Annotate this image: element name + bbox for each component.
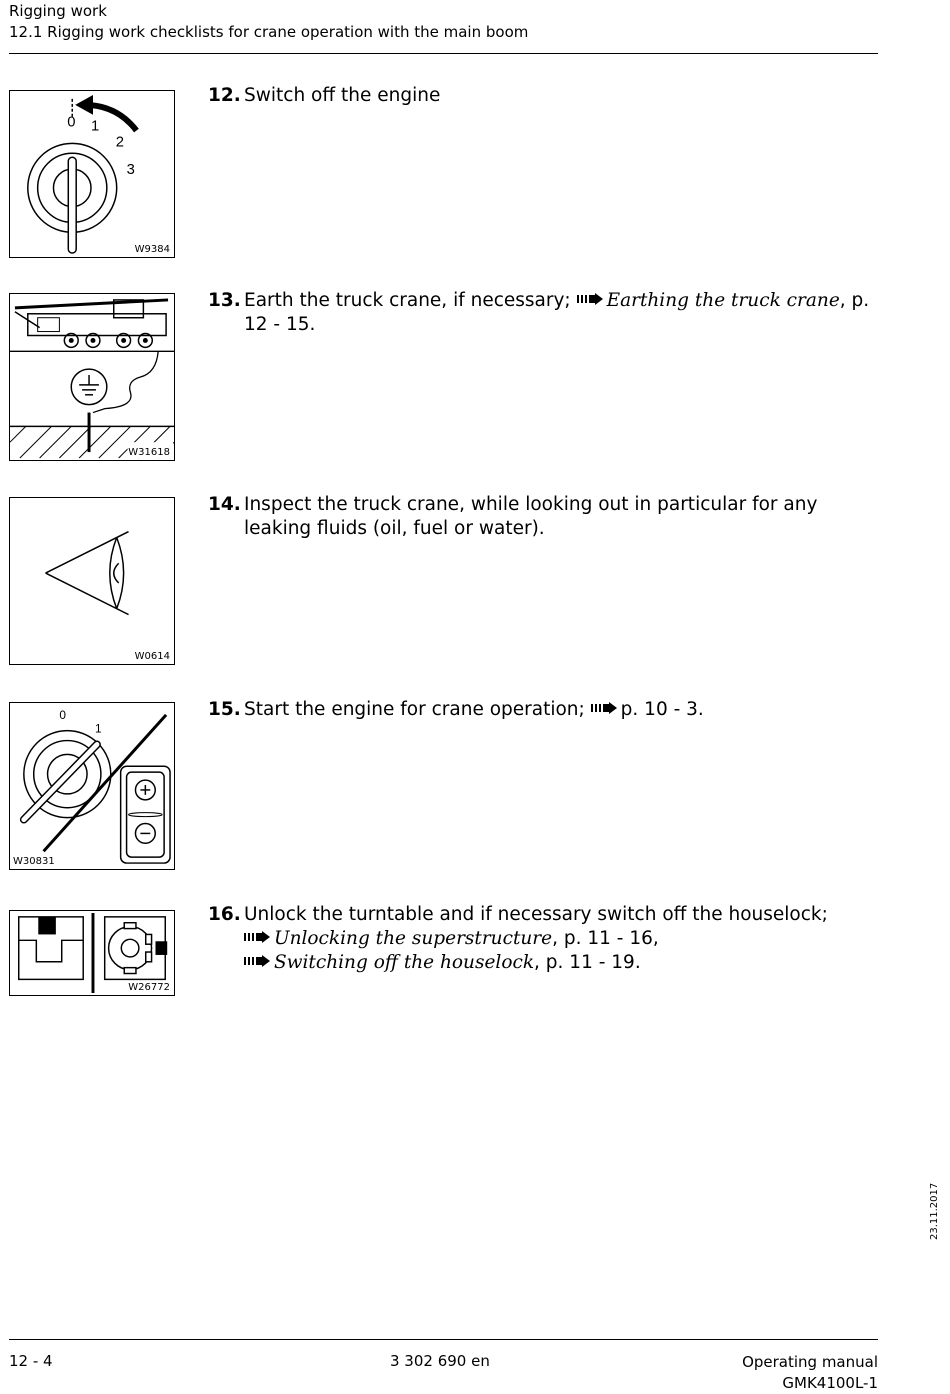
reference-arrow-icon bbox=[244, 955, 270, 967]
dial-label-0: 0 bbox=[59, 707, 66, 722]
step-text: Earth the truck crane, if necessary; bbox=[244, 290, 571, 311]
figure-engine-start bbox=[9, 702, 175, 870]
step-number: 12. bbox=[208, 85, 241, 106]
dial-label-2: 2 bbox=[115, 134, 124, 151]
step-12 bbox=[208, 84, 878, 108]
step-13 bbox=[208, 289, 878, 337]
step-text: Switch off the engine bbox=[244, 85, 441, 106]
step-number: 15. bbox=[208, 699, 241, 720]
footer-rule bbox=[9, 1339, 878, 1340]
figure-code: W26772 bbox=[128, 982, 170, 993]
side-date: 23.11.2017 bbox=[929, 1182, 940, 1240]
step-text: Unlock the turntable and if necessary switch off the houselock; bbox=[244, 904, 828, 925]
link-unlocking-superstructure[interactable]: Unlocking the superstructure bbox=[274, 928, 553, 949]
figure-code: W31618 bbox=[128, 447, 170, 458]
ref-page: , p. 12 - 15. bbox=[244, 290, 870, 335]
step-14 bbox=[208, 493, 878, 541]
figure-code: W9384 bbox=[134, 244, 170, 255]
eye-inspection-icon bbox=[10, 498, 174, 664]
step-ref-2 bbox=[244, 951, 878, 975]
page-number: 12 - 4 bbox=[9, 1352, 53, 1370]
ref-page: , p. 11 - 19. bbox=[534, 952, 641, 973]
crane-earthing-icon bbox=[10, 294, 174, 460]
dial-label-3: 3 bbox=[126, 162, 135, 178]
link-earthing-truck-crane[interactable]: Earthing the truck crane bbox=[606, 290, 840, 311]
chapter-title: Rigging work bbox=[9, 2, 107, 20]
dial-label-1: 1 bbox=[91, 118, 100, 135]
step-ref-1 bbox=[244, 927, 878, 951]
figure-inspect bbox=[9, 497, 175, 665]
reference-arrow-icon bbox=[244, 931, 270, 943]
link-switching-off-houselock[interactable]: Switching off the houselock bbox=[274, 952, 535, 973]
model-name: GMK4100L-1 bbox=[782, 1374, 878, 1392]
ref-page: , p. 11 - 16, bbox=[552, 928, 659, 949]
ignition-switch-off-icon bbox=[10, 91, 174, 257]
dial-label-0: 0 bbox=[67, 114, 76, 131]
figure-turntable-lock bbox=[9, 910, 175, 996]
reference-arrow-icon bbox=[577, 293, 603, 305]
figure-earthing bbox=[9, 293, 175, 461]
step-number: 16. bbox=[208, 904, 241, 925]
step-number: 14. bbox=[208, 494, 241, 515]
step-16 bbox=[208, 903, 878, 975]
ignition-start-icon bbox=[10, 703, 174, 869]
section-title: 12.1 Rigging work checklists for crane operation with the main boom bbox=[9, 23, 529, 41]
reference-arrow-icon bbox=[591, 702, 617, 714]
manual-title: Operating manual bbox=[742, 1353, 878, 1371]
figure-code: W0614 bbox=[134, 651, 170, 662]
doc-number: 3 302 690 en bbox=[390, 1352, 490, 1370]
dial-label-1: 1 bbox=[94, 721, 102, 736]
footer-manual bbox=[742, 1352, 878, 1394]
step-number: 13. bbox=[208, 290, 241, 311]
link-page-10-3[interactable]: p. 10 - 3. bbox=[620, 699, 704, 720]
header-rule bbox=[9, 53, 878, 54]
step-text: Start the engine for crane operation; bbox=[244, 699, 585, 720]
step-15 bbox=[208, 698, 878, 722]
figure-ignition-off bbox=[9, 90, 175, 258]
figure-code: W30831 bbox=[13, 856, 55, 867]
step-text: Inspect the truck crane, while looking out in particular for any leaking fluids (oil, fuel or water). bbox=[244, 494, 818, 539]
